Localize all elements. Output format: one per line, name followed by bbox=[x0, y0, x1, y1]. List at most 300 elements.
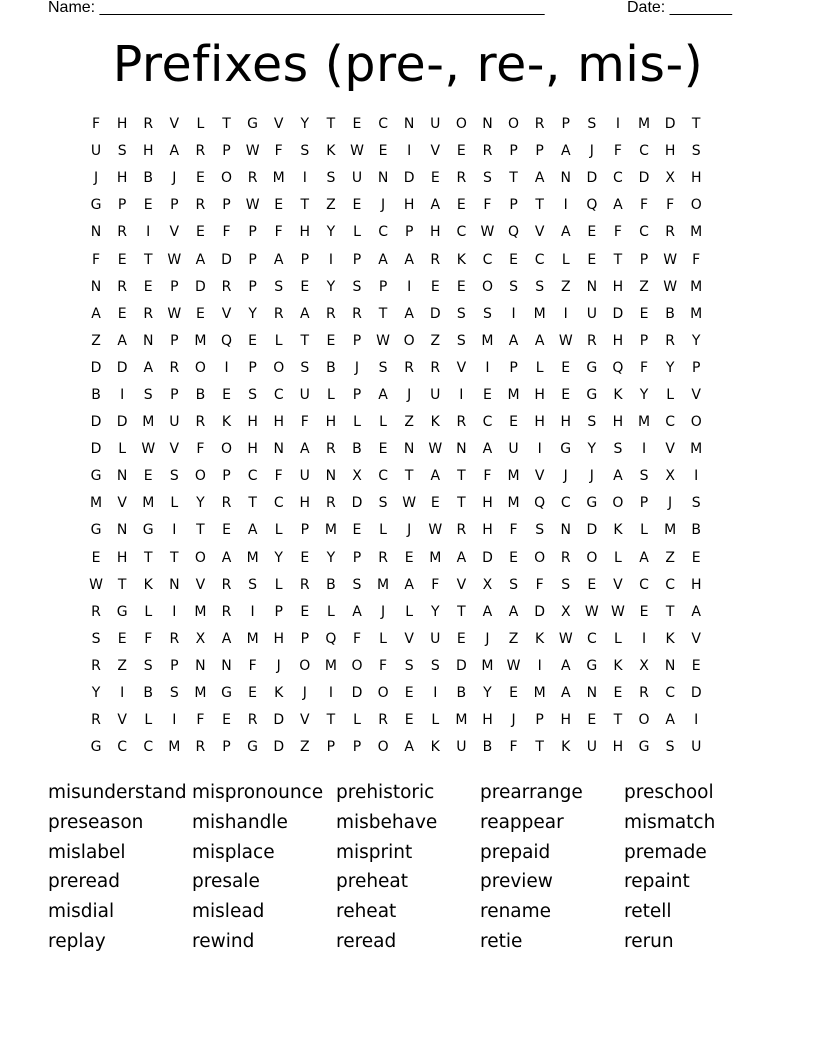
grid-letter: O bbox=[534, 549, 546, 566]
word-list-item: rerun bbox=[624, 930, 674, 952]
word-search-grid bbox=[83, 111, 709, 761]
grid-letter: G bbox=[90, 468, 102, 485]
grid-letter: J bbox=[589, 143, 594, 160]
grid-letter: R bbox=[221, 495, 232, 512]
grid-letter: E bbox=[117, 630, 127, 647]
grid-row bbox=[83, 734, 709, 761]
grid-letter: E bbox=[509, 251, 518, 268]
grid-letter: S bbox=[483, 170, 492, 187]
grid-letter: T bbox=[300, 332, 310, 349]
grid-letter: L bbox=[326, 603, 335, 620]
grid-letter: M bbox=[507, 495, 520, 512]
grid-letter: H bbox=[247, 441, 258, 458]
grid-letter: A bbox=[221, 630, 232, 647]
grid-letter: L bbox=[379, 630, 387, 647]
grid-letter: Y bbox=[430, 603, 440, 620]
grid-letter: N bbox=[90, 224, 102, 241]
grid-letter: V bbox=[169, 224, 180, 241]
grid-letter: P bbox=[509, 197, 518, 214]
grid-letter: I bbox=[120, 685, 125, 702]
grid-letter: E bbox=[691, 657, 701, 674]
grid-letter: H bbox=[612, 332, 624, 349]
grid-letter: K bbox=[326, 143, 336, 160]
grid-letter: W bbox=[558, 630, 573, 647]
grid-letter: O bbox=[690, 197, 702, 214]
grid-letter: P bbox=[222, 739, 231, 756]
word-list-item: mismatch bbox=[624, 811, 716, 833]
grid-letter: H bbox=[299, 495, 311, 512]
grid-letter: T bbox=[535, 739, 544, 756]
grid-letter: R bbox=[430, 251, 441, 268]
grid-letter: M bbox=[637, 414, 651, 431]
grid-letter: F bbox=[248, 657, 257, 674]
grid-letter: T bbox=[170, 549, 179, 566]
grid-letter: F bbox=[431, 576, 440, 593]
grid-letter: A bbox=[247, 522, 258, 539]
grid-letter: A bbox=[404, 305, 414, 322]
grid-letter: C bbox=[534, 251, 545, 268]
grid-letter: M bbox=[377, 576, 390, 593]
grid-letter: D bbox=[429, 305, 441, 322]
grid-letter: G bbox=[560, 441, 572, 458]
grid-letter: F bbox=[196, 441, 205, 458]
grid-letter: W bbox=[167, 305, 182, 322]
grid-row bbox=[83, 138, 709, 165]
grid-letter: S bbox=[117, 143, 127, 160]
grid-letter: N bbox=[560, 522, 571, 539]
grid-letter: G bbox=[116, 603, 128, 620]
grid-letter: S bbox=[483, 305, 492, 322]
grid-letter: L bbox=[353, 224, 361, 241]
grid-letter: O bbox=[194, 359, 206, 376]
grid-row bbox=[83, 111, 709, 138]
grid-letter: D bbox=[482, 549, 493, 566]
grid-letter: M bbox=[533, 685, 546, 702]
grid-letter: A bbox=[273, 251, 284, 268]
word-list-item: mishandle bbox=[192, 811, 288, 833]
grid-letter: S bbox=[456, 332, 466, 349]
grid-letter: E bbox=[404, 549, 414, 566]
grid-letter: P bbox=[326, 739, 336, 756]
grid-letter: K bbox=[430, 739, 440, 756]
grid-letter: V bbox=[300, 712, 310, 729]
grid-letter: F bbox=[144, 630, 153, 647]
grid-letter: S bbox=[143, 386, 153, 403]
grid-letter: N bbox=[142, 332, 154, 349]
grid-row bbox=[83, 382, 709, 409]
grid-letter: G bbox=[90, 739, 102, 756]
grid-letter: R bbox=[326, 305, 336, 322]
grid-letter: R bbox=[482, 143, 493, 160]
word-list-item: mispronounce bbox=[192, 782, 324, 803]
grid-letter: A bbox=[300, 441, 310, 458]
grid-letter: X bbox=[195, 630, 206, 647]
grid-letter: L bbox=[196, 116, 205, 133]
grid-letter: T bbox=[509, 170, 518, 187]
grid-letter: A bbox=[169, 143, 180, 160]
grid-letter: E bbox=[509, 549, 518, 566]
grid-letter: R bbox=[221, 576, 232, 593]
grid-letter: R bbox=[586, 332, 597, 349]
grid-letter: F bbox=[196, 712, 205, 729]
grid-letter: S bbox=[404, 657, 414, 674]
grid-letter: E bbox=[352, 197, 362, 214]
grid-letter: D bbox=[534, 603, 546, 620]
grid-letter: L bbox=[353, 712, 361, 729]
grid-letter: I bbox=[537, 441, 542, 458]
grid-letter: Y bbox=[639, 386, 649, 403]
grid-letter: E bbox=[326, 332, 336, 349]
grid-letter: P bbox=[378, 278, 388, 295]
grid-letter: E bbox=[143, 468, 153, 485]
grid-letter: Q bbox=[612, 359, 624, 376]
word-list-item: reheat bbox=[336, 901, 397, 923]
grid-letter: X bbox=[639, 657, 649, 674]
grid-letter: N bbox=[403, 116, 415, 133]
grid-letter: Y bbox=[196, 495, 205, 512]
grid-letter: K bbox=[456, 251, 466, 268]
grid-letter: L bbox=[535, 359, 544, 376]
word-list-item: rewind bbox=[192, 930, 255, 952]
grid-row bbox=[83, 436, 709, 463]
grid-letter: F bbox=[274, 468, 283, 485]
grid-letter: Y bbox=[300, 116, 310, 133]
grid-letter: S bbox=[509, 278, 518, 295]
grid-letter: S bbox=[169, 468, 179, 485]
word-list bbox=[48, 778, 788, 957]
grid-letter: E bbox=[352, 116, 362, 133]
grid-letter: H bbox=[273, 630, 284, 647]
grid-letter: N bbox=[403, 441, 415, 458]
grid-letter: G bbox=[638, 739, 650, 756]
grid-letter: Y bbox=[326, 549, 336, 566]
grid-letter: F bbox=[483, 468, 492, 485]
grid-letter: G bbox=[586, 359, 598, 376]
grid-letter: O bbox=[273, 359, 285, 376]
grid-letter: J bbox=[381, 603, 386, 620]
grid-letter: N bbox=[90, 278, 102, 295]
grid-letter: H bbox=[403, 197, 415, 214]
name-field-label: Name: __________________________________________________ bbox=[48, 0, 545, 16]
grid-row bbox=[83, 301, 709, 328]
grid-letter: W bbox=[245, 143, 260, 160]
grid-letter: O bbox=[377, 739, 389, 756]
grid-letter: W bbox=[402, 495, 417, 512]
grid-letter: U bbox=[299, 468, 310, 485]
grid-letter: H bbox=[116, 116, 128, 133]
grid-letter: N bbox=[456, 441, 467, 458]
grid-letter: E bbox=[222, 522, 231, 539]
grid-letter: P bbox=[248, 224, 257, 241]
grid-letter: F bbox=[639, 359, 649, 376]
grid-letter: M bbox=[246, 630, 259, 647]
grid-letter: R bbox=[273, 305, 284, 322]
grid-letter: V bbox=[430, 143, 441, 160]
grid-letter: J bbox=[563, 468, 568, 485]
grid-letter: V bbox=[691, 630, 701, 647]
grid-letter: R bbox=[378, 549, 388, 566]
word-list-item: mislead bbox=[192, 901, 265, 923]
grid-letter: Z bbox=[300, 739, 310, 756]
grid-letter: V bbox=[117, 495, 127, 512]
grid-letter: L bbox=[614, 630, 622, 647]
grid-letter: T bbox=[665, 603, 675, 620]
grid-letter: E bbox=[143, 278, 153, 295]
grid-letter: A bbox=[195, 251, 206, 268]
grid-letter: D bbox=[351, 685, 363, 702]
word-list-item: preseason bbox=[48, 811, 144, 833]
grid-letter: A bbox=[404, 739, 414, 756]
grid-letter: F bbox=[483, 197, 492, 214]
grid-letter: E bbox=[404, 685, 414, 702]
grid-letter: I bbox=[407, 278, 412, 295]
grid-letter: E bbox=[248, 332, 258, 349]
grid-letter: C bbox=[378, 116, 388, 133]
grid-letter: D bbox=[116, 359, 128, 376]
grid-letter: D bbox=[273, 739, 285, 756]
grid-letter: S bbox=[587, 116, 597, 133]
grid-letter: D bbox=[586, 522, 598, 539]
word-list-item: misprint bbox=[336, 841, 413, 863]
grid-letter: H bbox=[142, 143, 154, 160]
grid-letter: R bbox=[326, 495, 336, 512]
grid-letter: S bbox=[378, 359, 388, 376]
grid-letter: H bbox=[690, 576, 702, 593]
grid-letter: D bbox=[586, 170, 598, 187]
grid-letter: I bbox=[563, 305, 568, 322]
grid-letter: W bbox=[428, 522, 443, 539]
grid-letter: B bbox=[691, 522, 701, 539]
grid-letter: P bbox=[404, 224, 414, 241]
grid-letter: P bbox=[509, 143, 518, 160]
grid-letter: E bbox=[195, 224, 205, 241]
grid-letter: P bbox=[352, 251, 362, 268]
grid-letter: A bbox=[691, 603, 701, 620]
grid-letter: Z bbox=[560, 278, 571, 295]
grid-row bbox=[83, 246, 709, 273]
grid-letter: B bbox=[665, 305, 675, 322]
grid-letter: E bbox=[587, 576, 597, 593]
grid-letter: I bbox=[563, 197, 568, 214]
grid-letter: N bbox=[586, 685, 598, 702]
grid-letter: R bbox=[352, 305, 362, 322]
grid-letter: M bbox=[690, 224, 703, 241]
grid-letter: I bbox=[459, 386, 464, 403]
grid-letter: D bbox=[690, 685, 702, 702]
grid-letter: U bbox=[299, 386, 310, 403]
grid-letter: J bbox=[276, 657, 281, 674]
grid-letter: G bbox=[586, 657, 598, 674]
grid-letter: T bbox=[300, 197, 310, 214]
grid-letter: Z bbox=[430, 332, 441, 349]
grid-letter: T bbox=[143, 251, 153, 268]
grid-letter: P bbox=[352, 332, 362, 349]
grid-letter: L bbox=[353, 414, 361, 431]
grid-letter: A bbox=[352, 603, 362, 620]
grid-letter: B bbox=[352, 441, 362, 458]
grid-letter: C bbox=[456, 224, 467, 241]
grid-row bbox=[83, 653, 709, 680]
grid-letter: A bbox=[378, 251, 388, 268]
grid-letter: P bbox=[170, 386, 179, 403]
grid-letter: W bbox=[663, 251, 678, 268]
grid-letter: N bbox=[195, 657, 206, 674]
grid-letter: F bbox=[92, 116, 101, 133]
grid-letter: N bbox=[221, 657, 232, 674]
grid-letter: S bbox=[352, 278, 362, 295]
grid-letter: I bbox=[485, 359, 490, 376]
grid-letter: E bbox=[639, 305, 649, 322]
grid-letter: C bbox=[273, 495, 284, 512]
grid-letter: C bbox=[482, 251, 493, 268]
grid-letter: P bbox=[639, 251, 649, 268]
word-list-item: misunderstand bbox=[48, 782, 187, 803]
grid-letter: T bbox=[222, 116, 231, 133]
grid-letter: J bbox=[93, 170, 99, 187]
grid-letter: N bbox=[169, 576, 180, 593]
grid-letter: R bbox=[404, 359, 415, 376]
grid-letter: W bbox=[584, 603, 599, 620]
grid-letter: E bbox=[404, 712, 414, 729]
grid-letter: S bbox=[248, 386, 258, 403]
grid-letter: E bbox=[613, 685, 623, 702]
grid-letter: Z bbox=[639, 278, 649, 295]
grid-letter: I bbox=[615, 116, 620, 133]
grid-letter: L bbox=[379, 522, 387, 539]
grid-letter: D bbox=[195, 278, 206, 295]
grid-letter: T bbox=[326, 116, 336, 133]
grid-letter: O bbox=[377, 685, 389, 702]
grid-letter: D bbox=[638, 170, 650, 187]
grid-letter: N bbox=[273, 441, 284, 458]
grid-letter: C bbox=[586, 630, 597, 647]
grid-letter: U bbox=[456, 739, 467, 756]
grid-letter: F bbox=[692, 251, 701, 268]
grid-letter: E bbox=[274, 197, 284, 214]
grid-letter: S bbox=[169, 685, 179, 702]
grid-letter: X bbox=[665, 170, 675, 187]
grid-letter: M bbox=[324, 522, 337, 539]
grid-letter: U bbox=[430, 386, 441, 403]
grid-letter: M bbox=[246, 549, 259, 566]
grid-letter: E bbox=[561, 386, 571, 403]
grid-letter: E bbox=[639, 603, 649, 620]
grid-letter: A bbox=[456, 549, 467, 566]
grid-letter: K bbox=[613, 522, 623, 539]
grid-letter: H bbox=[482, 495, 493, 512]
grid-letter: F bbox=[666, 197, 675, 214]
word-list-item: prepaid bbox=[480, 841, 551, 863]
grid-letter: O bbox=[403, 332, 415, 349]
grid-letter: V bbox=[456, 359, 467, 376]
grid-letter: B bbox=[195, 386, 206, 403]
grid-letter: H bbox=[560, 414, 571, 431]
grid-letter: G bbox=[586, 386, 598, 403]
grid-letter: R bbox=[247, 170, 258, 187]
grid-letter: N bbox=[482, 116, 493, 133]
grid-letter: R bbox=[117, 224, 127, 241]
grid-letter: M bbox=[194, 685, 207, 702]
grid-letter: V bbox=[534, 468, 545, 485]
grid-letter: I bbox=[120, 386, 125, 403]
grid-letter: E bbox=[378, 143, 388, 160]
grid-letter: S bbox=[587, 414, 597, 431]
grid-letter: C bbox=[613, 170, 623, 187]
grid-letter: R bbox=[456, 414, 467, 431]
grid-letter: E bbox=[378, 441, 388, 458]
grid-letter: J bbox=[172, 170, 177, 187]
grid-letter: R bbox=[456, 170, 467, 187]
grid-letter: G bbox=[247, 116, 259, 133]
grid-letter: H bbox=[482, 712, 493, 729]
grid-letter: J bbox=[407, 522, 412, 539]
grid-letter: D bbox=[612, 305, 624, 322]
grid-letter: F bbox=[379, 657, 388, 674]
grid-letter: T bbox=[404, 468, 414, 485]
grid-letter: R bbox=[247, 712, 258, 729]
grid-letter: E bbox=[456, 630, 466, 647]
grid-letter: J bbox=[668, 495, 673, 512]
grid-letter: T bbox=[535, 197, 544, 214]
grid-letter: U bbox=[430, 630, 441, 647]
grid-letter: F bbox=[535, 576, 544, 593]
grid-letter: C bbox=[482, 414, 493, 431]
grid-letter: H bbox=[612, 739, 624, 756]
grid-letter: H bbox=[664, 143, 676, 160]
grid-letter: P bbox=[691, 359, 701, 376]
grid-letter: P bbox=[170, 657, 179, 674]
grid-letter: T bbox=[613, 251, 623, 268]
grid-letter: O bbox=[690, 414, 702, 431]
word-list-item: retell bbox=[624, 901, 672, 923]
grid-letter: S bbox=[91, 630, 101, 647]
grid-letter: H bbox=[534, 386, 545, 403]
grid-letter: I bbox=[172, 712, 177, 729]
grid-letter: Y bbox=[326, 224, 336, 241]
grid-letter: Y bbox=[274, 549, 283, 566]
grid-letter: X bbox=[352, 468, 362, 485]
grid-letter: B bbox=[482, 739, 493, 756]
grid-letter: F bbox=[300, 414, 309, 431]
grid-letter: R bbox=[665, 224, 675, 241]
grid-letter: Q bbox=[221, 332, 233, 349]
grid-letter: L bbox=[274, 522, 283, 539]
grid-letter: Y bbox=[248, 305, 257, 322]
grid-letter: I bbox=[641, 630, 647, 647]
grid-letter: R bbox=[169, 359, 180, 376]
grid-letter: N bbox=[586, 278, 598, 295]
grid-letter: S bbox=[300, 143, 310, 160]
grid-letter: W bbox=[480, 224, 495, 241]
grid-letter: A bbox=[560, 685, 571, 702]
grid-letter: K bbox=[274, 685, 284, 702]
grid-letter: F bbox=[274, 143, 283, 160]
grid-letter: F bbox=[92, 251, 101, 268]
grid-letter: A bbox=[482, 603, 493, 620]
grid-letter: A bbox=[221, 549, 232, 566]
grid-letter: C bbox=[378, 224, 388, 241]
grid-letter: P bbox=[352, 739, 362, 756]
grid-letter: Y bbox=[691, 332, 701, 349]
grid-letter: P bbox=[170, 332, 179, 349]
grid-letter: R bbox=[534, 116, 545, 133]
grid-row bbox=[83, 328, 709, 355]
grid-letter: H bbox=[116, 170, 128, 187]
grid-letter: I bbox=[694, 712, 699, 729]
grid-letter: T bbox=[457, 495, 466, 512]
word-list-item: presale bbox=[192, 871, 260, 893]
grid-letter: V bbox=[691, 386, 701, 403]
